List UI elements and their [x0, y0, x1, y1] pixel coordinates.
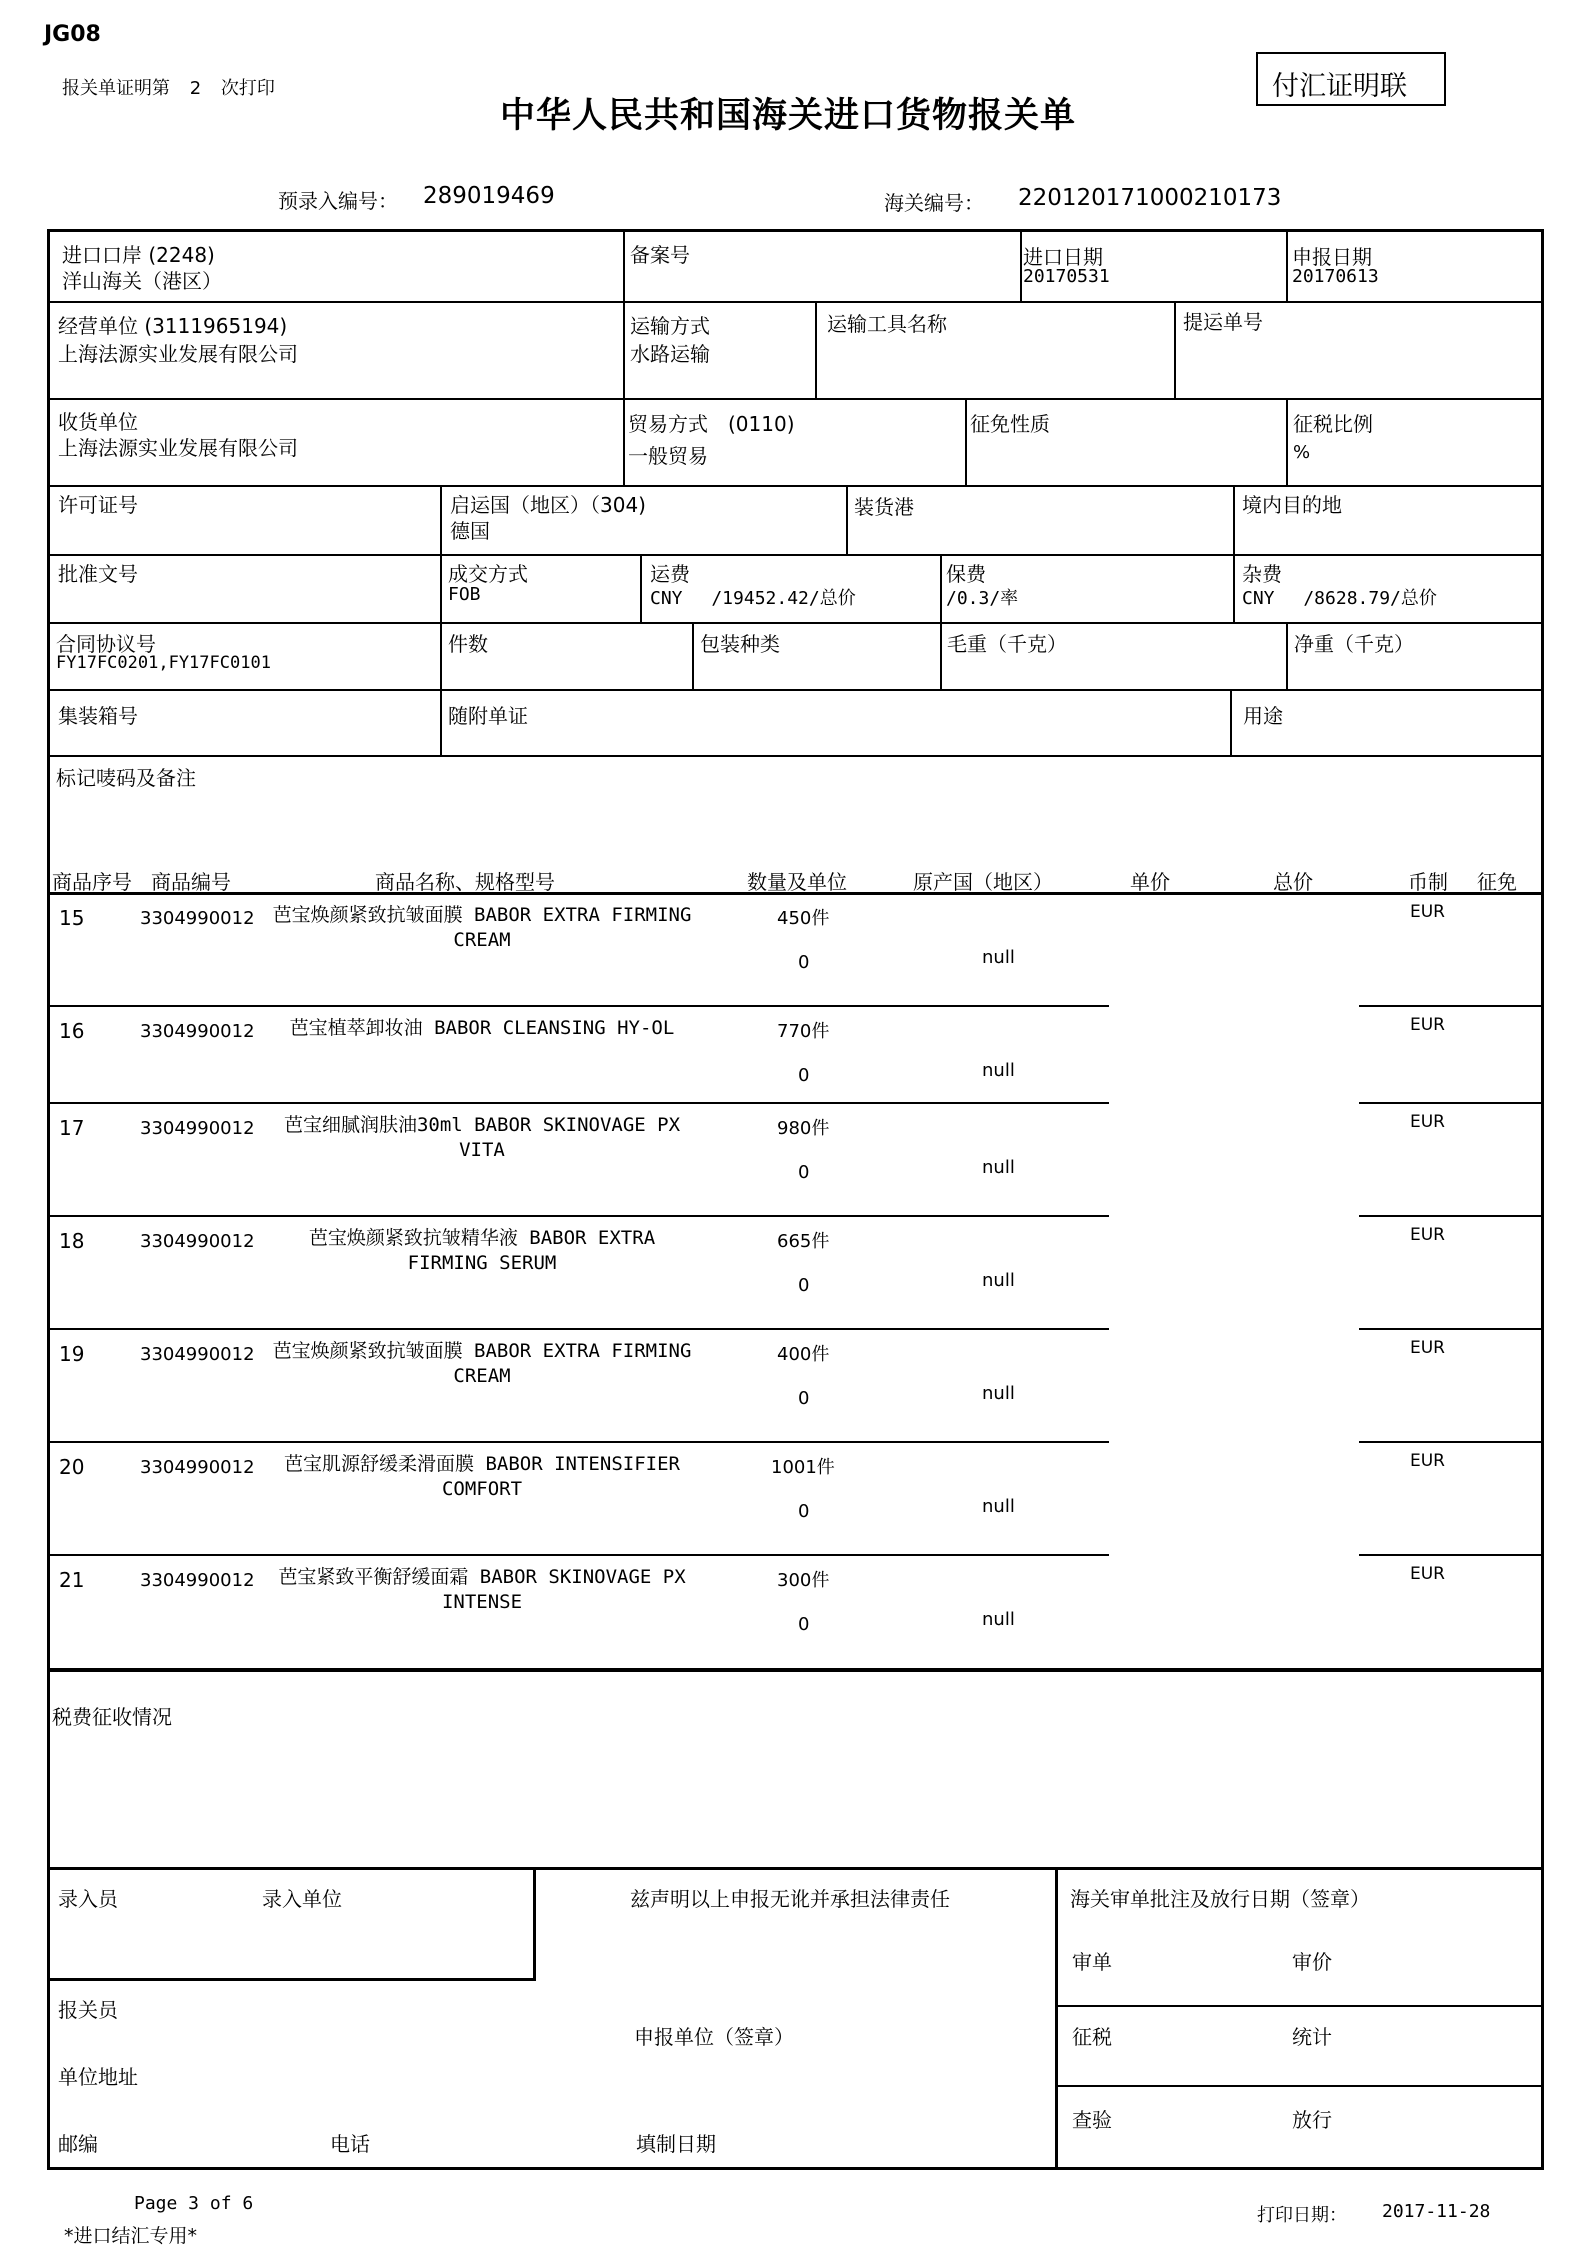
goods-code: 3304990012: [140, 1570, 255, 1591]
goods-code: 3304990012: [140, 1344, 255, 1365]
customs-no-label: 海关编号：: [884, 191, 984, 215]
contract-label: 合同协议号: [56, 632, 156, 656]
print-count-suffix: 次打印: [220, 78, 275, 99]
goods-name: [257, 1339, 707, 1389]
goods-name-line1: 芭宝焕颜紧致抗皱面膜 BABOR EXTRA FIRMING: [272, 904, 692, 926]
goods-qty: 980件: [777, 1118, 830, 1139]
page-info: Page 3 of 6: [134, 2193, 254, 2214]
goods-currency: EUR: [1410, 1564, 1445, 1584]
goods-currency: EUR: [1410, 902, 1445, 922]
net-weight-label: 净重（千克）: [1294, 632, 1414, 656]
gross-weight-label: 毛重（千克）: [947, 632, 1067, 656]
origin-country-value: 德国: [450, 519, 490, 543]
import-date-label: 进口日期: [1023, 245, 1103, 269]
col-exemption: 征免: [1477, 870, 1517, 894]
copy-type: 付汇证明联: [1272, 71, 1407, 102]
declaration-text: 兹声明以上申报无讹并承担法律责任: [630, 1887, 950, 1911]
goods-qty: 665件: [777, 1231, 830, 1252]
customs-approval-label: 海关审单批注及放行日期（签章）: [1070, 1887, 1370, 1911]
declare-date-label: 申报日期: [1292, 245, 1372, 269]
goods-name-line2: VITA: [459, 1139, 505, 1161]
entry-clerk-label: 录入员: [58, 1887, 118, 1911]
pre-entry-number: 289019469: [423, 183, 555, 209]
goods-seq: 20: [59, 1455, 85, 1479]
col-total-price: 总价: [1273, 870, 1313, 894]
misc-fee-value: CNY /8628.79/总价: [1242, 588, 1437, 609]
attached-docs-label: 随附单证: [448, 704, 528, 728]
copy-type-box: [1256, 52, 1446, 106]
col-name: 商品名称、规格型号: [375, 870, 555, 894]
goods-qty-secondary: 0: [798, 1275, 810, 1296]
goods-name-line2: FIRMING SERUM: [407, 1252, 557, 1274]
trade-mode-label: 贸易方式 (0110): [628, 412, 795, 436]
deal-mode-label: 成交方式: [448, 562, 528, 586]
goods-origin: null: [982, 1060, 1015, 1081]
release-label: 放行: [1292, 2108, 1332, 2132]
goods-qty: 450件: [777, 908, 830, 929]
goods-origin: null: [982, 1609, 1015, 1630]
marks-label: 标记唛码及备注: [56, 766, 196, 790]
col-currency: 币制: [1408, 870, 1448, 894]
col-origin: 原产国（地区）: [913, 870, 1053, 894]
approval-label: 批准文号: [58, 562, 138, 586]
goods-code: 3304990012: [140, 1021, 255, 1042]
goods-name-line1: 芭宝肌源舒缓柔滑面膜 BABOR INTENSIFIER: [284, 1453, 680, 1475]
goods-code: 3304990012: [140, 908, 255, 929]
col-seq: 商品序号: [52, 870, 132, 894]
print-count-prefix: 报关单证明第: [62, 78, 170, 99]
trade-mode-value: 一般贸易: [628, 444, 708, 468]
goods-qty: 400件: [777, 1344, 830, 1365]
phone-label: 电话: [330, 2132, 370, 2156]
insurance-label: 保费: [946, 562, 986, 586]
import-date-value: 20170531: [1023, 266, 1110, 287]
col-unit-price: 单价: [1130, 870, 1170, 894]
pre-entry-label: 预录入编号：: [278, 189, 398, 213]
goods-code: 3304990012: [140, 1457, 255, 1478]
pieces-label: 件数: [448, 632, 488, 656]
tax-ratio-label: 征税比例: [1293, 412, 1373, 436]
exemption-nature-label: 征免性质: [970, 412, 1050, 436]
goods-name-line1: 芭宝细腻润肤油30ml BABOR SKINOVAGE PX: [283, 1114, 681, 1136]
special-use-note: *进口结汇专用*: [64, 2225, 198, 2247]
goods-name: [257, 1452, 707, 1502]
col-qty: 数量及单位: [747, 870, 847, 894]
goods-qty: 770件: [777, 1021, 830, 1042]
goods-origin: null: [982, 1157, 1015, 1178]
goods-currency: EUR: [1410, 1015, 1445, 1035]
declaring-unit-label: 申报单位（签章）: [634, 2025, 794, 2049]
deal-mode-value: FOB: [448, 584, 481, 605]
form-code: JG08: [44, 22, 101, 47]
tax-ratio-value: %: [1293, 442, 1311, 463]
page-title: 中华人民共和国海关进口货物报关单: [500, 96, 1077, 136]
freight-value: CNY /19452.42/总价: [650, 588, 856, 609]
goods-qty-secondary: 0: [798, 1065, 810, 1086]
goods-qty-secondary: 0: [798, 1501, 810, 1522]
goods-currency: EUR: [1410, 1225, 1445, 1245]
package-label: 包装种类: [700, 632, 780, 656]
goods-currency: EUR: [1410, 1112, 1445, 1132]
container-label: 集装箱号: [58, 704, 138, 728]
print-count: [62, 74, 275, 100]
inspection-label: 查验: [1072, 2108, 1112, 2132]
unit-address-label: 单位地址: [58, 2065, 138, 2089]
goods-name-line2: CREAM: [453, 929, 511, 951]
goods-seq: 21: [59, 1568, 85, 1592]
goods-currency: EUR: [1410, 1338, 1445, 1358]
loading-port-label: 装货港: [854, 495, 914, 519]
goods-name-line1: 芭宝焕颜紧致抗皱面膜 BABOR EXTRA FIRMING: [272, 1340, 692, 1362]
license-label: 许可证号: [58, 493, 138, 517]
destination-label: 境内目的地: [1242, 493, 1342, 517]
fill-date-label: 填制日期: [636, 2132, 716, 2156]
statistics-label: 统计: [1292, 2025, 1332, 2049]
goods-origin: null: [982, 947, 1015, 968]
declare-date-value: 20170613: [1292, 266, 1379, 287]
goods-qty-secondary: 0: [798, 1388, 810, 1409]
goods-seq: 17: [59, 1116, 85, 1140]
price-review-label: 审价: [1292, 1950, 1332, 1974]
goods-qty-secondary: 0: [798, 1614, 810, 1635]
print-count-number: 2: [189, 78, 202, 99]
goods-code: 3304990012: [140, 1118, 255, 1139]
goods-name-line1: 芭宝植萃卸妆油 BABOR CLEANSING HY-OL: [289, 1017, 675, 1039]
goods-name: [257, 1565, 707, 1615]
goods-origin: null: [982, 1270, 1015, 1291]
goods-name-line2: INTENSE: [441, 1591, 523, 1613]
operator-value: 上海法源实业发展有限公司: [58, 342, 298, 366]
consignee-value: 上海法源实业发展有限公司: [58, 436, 298, 460]
tax-collect-label: 征税: [1072, 2025, 1112, 2049]
goods-seq: 16: [59, 1019, 85, 1043]
goods-qty: 300件: [777, 1570, 830, 1591]
contract-value: FY17FC0201,FY17FC0101: [56, 653, 271, 673]
goods-currency: EUR: [1410, 1451, 1445, 1471]
goods-code: 3304990012: [140, 1231, 255, 1252]
goods-name-line2: COMFORT: [441, 1478, 523, 1500]
goods-name: [257, 1016, 707, 1041]
declarant-label: 报关员: [58, 1998, 118, 2022]
goods-seq: 19: [59, 1342, 85, 1366]
entry-unit-label: 录入单位: [262, 1887, 342, 1911]
transport-mode-label: 运输方式: [630, 314, 710, 338]
goods-qty: 1001件: [771, 1457, 835, 1478]
misc-fee-label: 杂费: [1242, 562, 1282, 586]
operator-label: 经营单位 (3111965194): [58, 314, 288, 338]
bill-no-label: 提运单号: [1183, 310, 1263, 334]
print-date: 2017-11-28: [1382, 2201, 1491, 2222]
review-label: 审单: [1072, 1950, 1112, 1974]
col-code: 商品编号: [151, 870, 231, 894]
goods-seq: 18: [59, 1229, 85, 1253]
transport-tool-label: 运输工具名称: [827, 312, 947, 336]
goods-name: [257, 1113, 707, 1163]
goods-origin: null: [982, 1383, 1015, 1404]
transport-mode-value: 水路运输: [630, 342, 710, 366]
goods-qty-secondary: 0: [798, 952, 810, 973]
goods-name: [257, 903, 707, 953]
usage-label: 用途: [1243, 704, 1283, 728]
goods-seq: 15: [59, 906, 85, 930]
insurance-value: /0.3/率: [946, 588, 1019, 609]
record-no-label: 备案号: [630, 243, 690, 267]
tax-label: 税费征收情况: [52, 1705, 172, 1729]
origin-country-label: 启运国（地区）（304): [450, 493, 646, 517]
goods-qty-secondary: 0: [798, 1162, 810, 1183]
postcode-label: 邮编: [58, 2132, 98, 2156]
freight-label: 运费: [650, 562, 690, 586]
import-port-value: 洋山海关（港区）: [62, 269, 222, 293]
goods-name: [257, 1226, 707, 1276]
goods-name-line2: CREAM: [453, 1365, 511, 1387]
goods-name-line1: 芭宝焕颜紧致抗皱精华液 BABOR EXTRA: [308, 1227, 656, 1249]
goods-name-line1: 芭宝紧致平衡舒缓面霜 BABOR SKINOVAGE PX: [278, 1566, 686, 1588]
goods-origin: null: [982, 1496, 1015, 1517]
print-date-label: 打印日期：: [1257, 2205, 1347, 2226]
import-port-label: 进口口岸 (2248): [62, 243, 215, 267]
consignee-label: 收货单位: [58, 410, 138, 434]
customs-number: 220120171000210173: [1018, 185, 1282, 211]
